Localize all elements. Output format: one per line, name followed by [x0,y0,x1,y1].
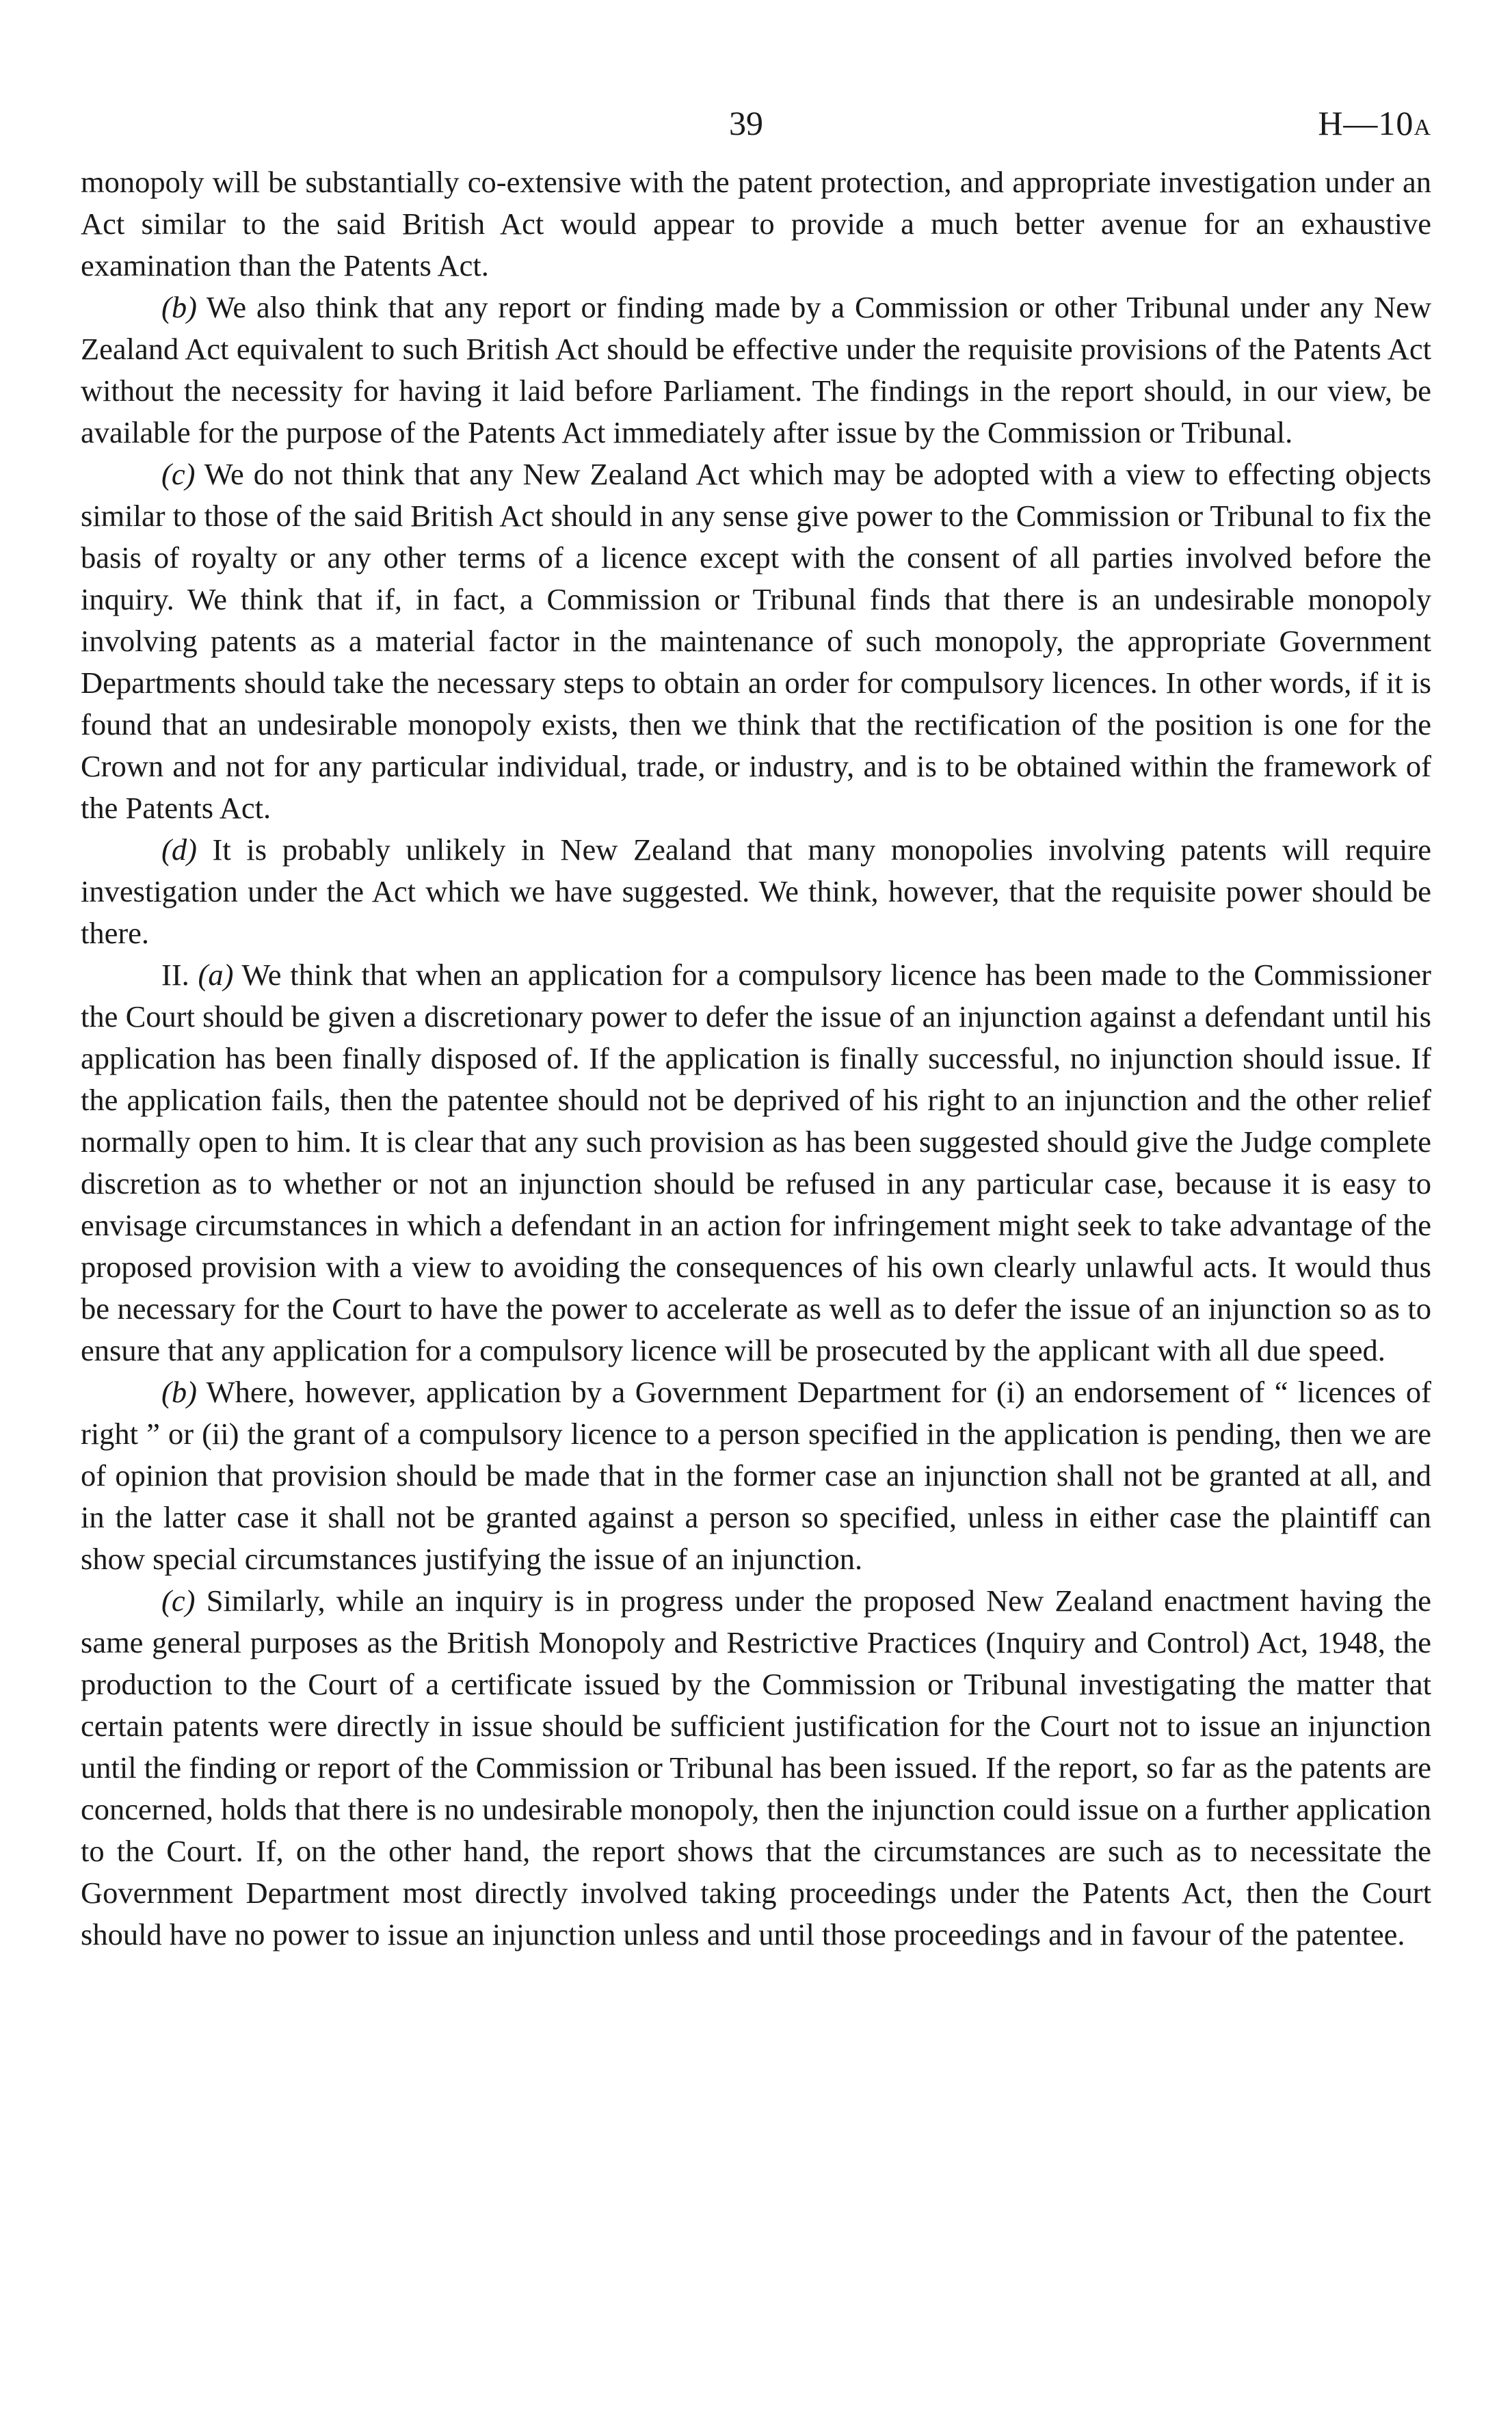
paragraph-ii-c [81,1580,1431,1956]
paragraph-marker: (a) [198,958,234,992]
document-code [1318,103,1431,148]
paragraph-marker: (b) [161,290,197,324]
paragraph-marker: (b) [161,1375,197,1409]
paragraph-ii-a [81,954,1431,1371]
page-number: 39 [729,104,763,142]
paragraph-c [81,454,1431,829]
paragraph-marker: (d) [161,832,197,867]
paragraph-marker: (c) [161,457,196,491]
page-header [81,103,1431,157]
paragraph-marker: (c) [161,1583,196,1618]
paragraph-ii-b [81,1371,1431,1580]
paragraph-text: Similarly, while an inquiry is in progress under the proposed New Zealand enactment having the same general purposes as the British Monopoly and Restrictive Practices (Inquiry and Control) Act, 1948, the production to the Court of a certificate issued by the Commission or Tribunal investigating the matter that certain patents were directly in issue should be sufficient justification for the Court not to issue an injunction until the finding or report of the Commission or Tribunal has been issued. If the report, so far as the patents are concerned, holds that there is no undesirable monopoly, then the injunction could issue on a further application to the Court. If, on the other hand, the report shows that the circumstances are such as to necessitate the Government Department most directly involved taking proceedings under the Patents Act, then the Court should have no power to issue an injunction unless and until those proceedings and in favour of the patentee. [81,1583,1431,1952]
paragraph-text: We do not think that any New Zealand Act which may be adopted with a view to effecting objects similar to those of the said British Act should in any sense give power to the Commission or Tribunal to fix the basis of royalty or any other terms of a licence except with the consent of all parties involved before the inquiry. We think that if, in fact, a Commission or Tribunal finds that there is an undesirable monopoly involving patents as a material factor in the maintenance of such monopoly, the appropriate Government Departments should take the necessary steps to obtain an order for compulsory licences. In other words, if it is found that an undesirable monopoly exists, then we think that the rectification of the position is one for the Crown and not for any particular individual, trade, or industry, and is to be obtained within the framework of the Patents Act. [81,457,1431,825]
paragraph-text: We also think that any report or finding made by a Commission or other Tribunal under any New Zealand Act equivalent to such British Act should be effective under the requisite provisions of the Patents Act without the necessity for having it laid before Parliament. The findings in the report should, in our view, be available for the purpose of the Patents Act immediately after issue by the Commission or Tribunal. [81,290,1431,449]
paragraph-b [81,287,1431,454]
paragraph-d [81,829,1431,954]
paragraph-text: monopoly will be substantially co-extensive with the patent protection, and appropriate investigation under an Act similar to the said British Act would appear to provide a much better avenue for an exhaustive examination than the Patents Act. [81,165,1431,282]
paragraph-text: Where, however, application by a Government Department for (i) an endorsement of “ licences of right ” or (ii) the grant of a compulsory licence to a person specified in the application is pending, then we are of opinion that provision should be made that in the former case an injunction shall not be granted at all, and in the latter case it shall not be granted against a person so specified, unless in either case the plaintiff can show special circumstances justifying the issue of an injunction. [81,1375,1431,1576]
paragraph-text: We think that when an application for a compulsory licence has been made to the Commissioner the Court should be given a discretionary power to defer the issue of an injunction against a defendant until his application has been finally disposed of. If the application is finally successful, no injunction should issue. If the application fails, then the patentee should not be deprived of his right to an injunction and the other relief normally open to him. It is clear that any such provision as has been suggested should give the Judge complete discretion as to whether or not an injunction should be refused in any particular case, because it is easy to envisage circumstances in which a defendant in an action for infringement might seek to take advantage of the proposed provision with a view to avoiding the consequences of his own clearly unlawful acts. It would thus be necessary for the Court to have the power to accelerate as well as to defer the issue of an injunction so as to ensure that any application for a compulsory licence will be prosecuted by the applicant with all due speed. [81,958,1431,1367]
section-numeral: II. [161,958,198,992]
document-code-suffix: A [1414,115,1431,140]
document-code-main: H—10 [1318,104,1414,142]
body-text [81,161,1431,1956]
document-page [81,103,1431,1956]
paragraph-continuation [81,161,1431,287]
paragraph-text: It is probably unlikely in New Zealand that many monopolies involving patents will require investigation under the Act which we have suggested. We think, however, that the requisite power should be there. [81,832,1431,950]
